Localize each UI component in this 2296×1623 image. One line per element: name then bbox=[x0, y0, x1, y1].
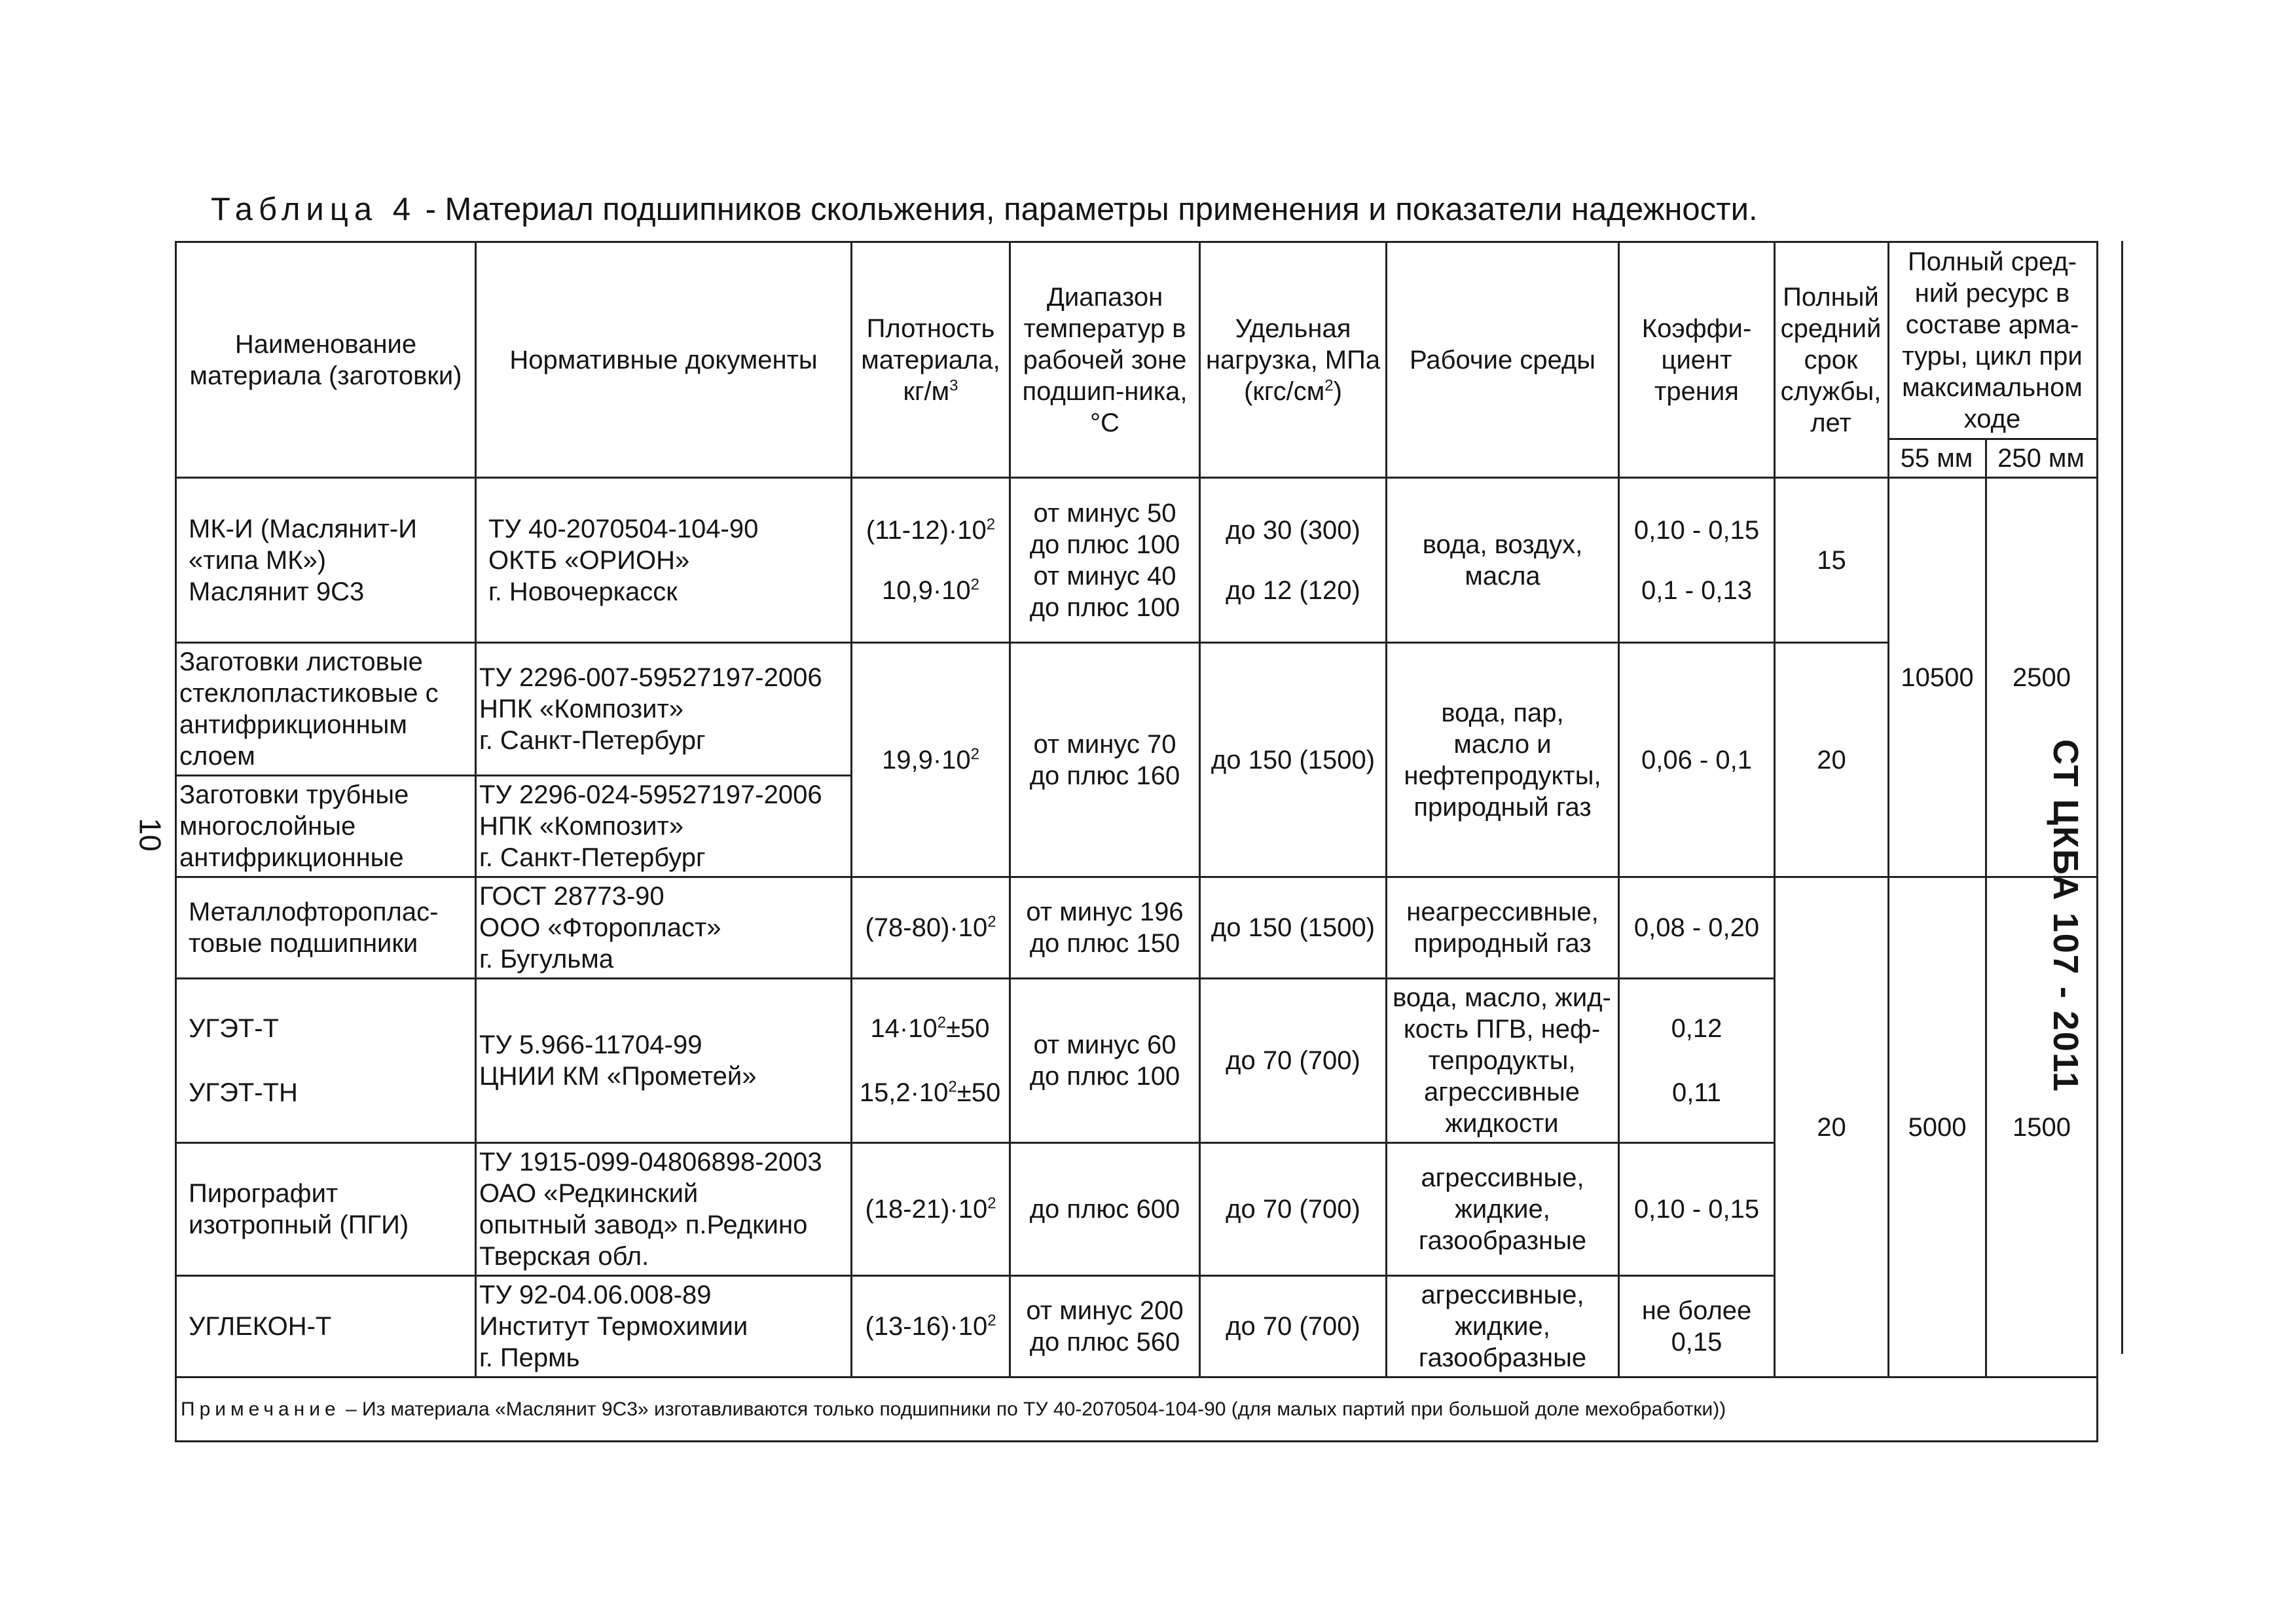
cell-docs-line: ОАО «Редкинский bbox=[479, 1179, 699, 1208]
table-row bbox=[176, 478, 2098, 643]
friction-value: 0,10 - 0,15 bbox=[1633, 515, 1760, 545]
temp-line: до плюс 100 bbox=[1029, 530, 1180, 559]
cell-density bbox=[852, 478, 1010, 643]
density-tol: ±50 bbox=[957, 1078, 1001, 1107]
density-exp: 2 bbox=[987, 1194, 996, 1213]
density-value: 15,2·10 bbox=[859, 1078, 949, 1107]
cell-name-line: Заготовки трубные bbox=[179, 780, 409, 809]
cell-docs bbox=[476, 776, 852, 877]
cell-docs-line: НПК «Композит» bbox=[479, 812, 684, 841]
media-line: природный газ bbox=[1413, 792, 1592, 822]
density-value: (13-16)·10 bbox=[865, 1312, 988, 1341]
load-value: до 12 (120) bbox=[1226, 575, 1360, 605]
cell-docs bbox=[476, 643, 852, 776]
temp-line: от минус 200 bbox=[1026, 1296, 1184, 1325]
cell-temp bbox=[1010, 877, 1200, 979]
cell-docs-line: г. Бугульма bbox=[479, 945, 613, 974]
cell-docs-line: НПК «Композит» bbox=[479, 695, 684, 723]
table-row bbox=[176, 643, 2098, 776]
temp-line: от минус 40 bbox=[1033, 561, 1176, 591]
density-value: (11-12)·10 bbox=[866, 515, 987, 545]
cell-temp bbox=[1010, 478, 1200, 643]
cell-docs bbox=[476, 1276, 852, 1377]
note-row bbox=[176, 1377, 2098, 1442]
table-row bbox=[176, 877, 2098, 979]
density-exp: 2 bbox=[948, 1078, 957, 1096]
density-tol: ±50 bbox=[946, 1014, 990, 1043]
media-line: жидкости bbox=[1445, 1109, 1559, 1138]
density-exp: 2 bbox=[970, 745, 980, 763]
header-friction: Коэффи-циент трения bbox=[1619, 242, 1775, 478]
cell-docs-line: ОКТБ «ОРИОН» bbox=[488, 545, 690, 575]
friction-line: 0,15 bbox=[1671, 1328, 1722, 1357]
temp-line: до плюс 100 bbox=[1029, 1062, 1180, 1091]
cell-media bbox=[1387, 979, 1619, 1143]
cell-media bbox=[1387, 877, 1619, 979]
cell-name: УГЛЕКОН-Т bbox=[176, 1276, 476, 1377]
density-value: (78-80)·10 bbox=[865, 913, 988, 942]
cell-res-55: 10500 bbox=[1889, 478, 1986, 877]
media-line: агрессивные bbox=[1423, 1078, 1580, 1106]
cell-load: до 150 (1500) bbox=[1200, 877, 1387, 979]
header-load bbox=[1200, 242, 1387, 478]
temp-line: до плюс 100 bbox=[1029, 593, 1180, 622]
cell-temp bbox=[1010, 643, 1200, 877]
cell-docs-line: ТУ 2296-007-59527197-2006 bbox=[479, 663, 822, 692]
cell-docs-line: ТУ 40-2070504-104-90 bbox=[488, 514, 759, 543]
header-docs: Нормативные документы bbox=[476, 242, 852, 478]
cell-docs bbox=[476, 478, 852, 643]
cell-load: до 150 (1500) bbox=[1200, 643, 1387, 877]
header-name: Наименование материала (заготовки) bbox=[176, 242, 476, 478]
media-line: агрессивные, bbox=[1421, 1281, 1584, 1309]
cell-density bbox=[852, 643, 1010, 877]
density-value: (18-21)·10 bbox=[865, 1195, 988, 1224]
cell-name-line: «типа МК») bbox=[189, 545, 327, 575]
density-exp: 2 bbox=[986, 515, 996, 534]
cell-docs-line: ТУ 2296-024-59527197-2006 bbox=[479, 780, 822, 809]
caption-text: - Материал подшипников скольжения, параметры применения и показатели надежности. bbox=[416, 192, 1758, 227]
media-line: природный газ bbox=[1413, 929, 1592, 958]
media-line: жидкие, bbox=[1455, 1312, 1550, 1341]
cell-friction: 0,10 - 0,15 bbox=[1619, 1143, 1775, 1276]
cell-media bbox=[1387, 478, 1619, 643]
cell-temp bbox=[1010, 979, 1200, 1143]
cell-docs bbox=[476, 877, 852, 979]
cell-docs-line: г. Санкт-Петербург bbox=[479, 843, 706, 872]
cell-media bbox=[1387, 643, 1619, 877]
friction-value: 0,1 - 0,13 bbox=[1641, 575, 1752, 605]
density-value: 14·10 bbox=[870, 1014, 938, 1043]
density-exp: 2 bbox=[987, 913, 996, 931]
cell-res-55: 5000 bbox=[1889, 877, 1986, 1377]
media-line: вода, воздух, bbox=[1422, 530, 1583, 559]
cell-density bbox=[852, 877, 1010, 979]
cell-temp bbox=[1010, 1276, 1200, 1377]
cell-load: до 70 (700) bbox=[1200, 979, 1387, 1143]
media-line: масло и bbox=[1453, 729, 1552, 759]
density-exp: 2 bbox=[937, 1013, 947, 1032]
header-density-sup: 3 bbox=[949, 376, 958, 395]
media-line: тепродукты, bbox=[1428, 1046, 1576, 1075]
cell-docs-line: ЦНИИ КМ «Прометей» bbox=[479, 1062, 757, 1091]
cell-load bbox=[1200, 478, 1387, 643]
density-exp: 2 bbox=[987, 1311, 996, 1330]
temp-line: от минус 70 bbox=[1033, 729, 1176, 759]
temp-line: от минус 50 bbox=[1033, 498, 1176, 528]
cell-name-line: изотропный (ПГИ) bbox=[189, 1211, 409, 1239]
cell-docs-line: г. Новочеркасск bbox=[488, 577, 678, 606]
cell-docs-line: Тверская обл. bbox=[479, 1242, 649, 1271]
cell-life: 15 bbox=[1775, 478, 1889, 643]
media-line: нефтепродукты, bbox=[1404, 761, 1601, 790]
header-res-250: 250 мм bbox=[1986, 439, 2098, 478]
cell-density bbox=[852, 1143, 1010, 1276]
temp-line: до плюс 150 bbox=[1029, 929, 1180, 958]
note-label: Примечание bbox=[181, 1398, 340, 1420]
cell-name-line: УГЭТ-ТН bbox=[189, 1078, 298, 1107]
cell-media bbox=[1387, 1276, 1619, 1377]
cell-name bbox=[176, 1143, 476, 1276]
note-cell bbox=[176, 1377, 2098, 1442]
cell-name bbox=[176, 478, 476, 643]
document-code: СТ ЦКБА 107 - 2011 bbox=[2046, 739, 2085, 1093]
cell-docs-line: ООО «Фторопласт» bbox=[479, 913, 721, 942]
media-line: агрессивные, bbox=[1421, 1163, 1584, 1192]
cell-docs-line: г. Пермь bbox=[479, 1343, 580, 1372]
cell-docs-line: опытный завод» п.Редкино bbox=[479, 1211, 808, 1239]
cell-load: до 70 (700) bbox=[1200, 1143, 1387, 1276]
cell-friction: 0,06 - 0,1 bbox=[1619, 643, 1775, 877]
header-load-close: ) bbox=[1333, 376, 1342, 406]
cell-load: до 70 (700) bbox=[1200, 1276, 1387, 1377]
density-value: 19,9·10 bbox=[881, 745, 971, 775]
density-exp: 2 bbox=[970, 575, 980, 594]
note-text: – Из материала «Маслянит 9С3» изготавливаются только подшипники по ТУ 40-2070504-104-90 (для малых партий при большой доле мехобработки)) bbox=[340, 1398, 1726, 1420]
cell-docs-line: ТУ 92-04.06.008-89 bbox=[479, 1281, 712, 1309]
header-density bbox=[852, 242, 1010, 478]
cell-friction bbox=[1619, 979, 1775, 1143]
cell-name-line: стеклопластиковые с bbox=[179, 679, 439, 708]
header-density-text: Плотность материала, кг/м bbox=[861, 314, 1000, 406]
header-media: Рабочие среды bbox=[1387, 242, 1619, 478]
cell-temp: до плюс 600 bbox=[1010, 1143, 1200, 1276]
media-line: кость ПГВ, неф- bbox=[1403, 1015, 1601, 1044]
page-number: 10 bbox=[133, 818, 168, 852]
header-res-55: 55 мм bbox=[1889, 439, 1986, 478]
density-value: 10,9·10 bbox=[881, 575, 971, 605]
temp-line: до плюс 160 bbox=[1029, 761, 1180, 790]
temp-line: от минус 196 bbox=[1026, 898, 1184, 926]
cell-name bbox=[176, 643, 476, 776]
cell-name-line: Маслянит 9С3 bbox=[189, 577, 365, 606]
cell-docs-line: г. Санкт-Петербург bbox=[479, 726, 706, 755]
cell-docs-line: ТУ 1915-099-04806898-2003 bbox=[479, 1148, 822, 1176]
caption-label: Таблица 4 bbox=[211, 192, 416, 227]
cell-docs bbox=[476, 1143, 852, 1276]
media-line: вода, пар, bbox=[1441, 698, 1564, 727]
media-line: масла bbox=[1465, 561, 1540, 591]
cell-name-line: антифрикционным bbox=[179, 710, 407, 739]
friction-value: 0,12 bbox=[1671, 1014, 1722, 1043]
materials-table bbox=[175, 241, 2098, 1442]
margin-rule bbox=[2121, 241, 2123, 1354]
cell-friction: 0,08 - 0,20 bbox=[1619, 877, 1775, 979]
temp-line: до плюс 560 bbox=[1029, 1328, 1180, 1357]
cell-docs-line: ТУ 5.966-11704-99 bbox=[479, 1030, 702, 1059]
cell-name-line: антифрикционные bbox=[179, 843, 404, 872]
cell-res-250: 1500 bbox=[1986, 877, 2098, 1377]
cell-life: 20 bbox=[1775, 643, 1889, 877]
cell-name-line: Пирографит bbox=[189, 1179, 338, 1208]
cell-life: 20 bbox=[1775, 877, 1889, 1377]
cell-density bbox=[852, 1276, 1010, 1377]
table-caption bbox=[211, 194, 1758, 226]
cell-docs-line: Институт Термохимии bbox=[479, 1312, 748, 1341]
friction-line: не более bbox=[1641, 1296, 1752, 1325]
header-resource: Полный сред-ний ресурс в составе арма-туры, цикл при максимальном ходе bbox=[1889, 242, 2098, 439]
cell-media bbox=[1387, 1143, 1619, 1276]
cell-density bbox=[852, 979, 1010, 1143]
cell-name bbox=[176, 776, 476, 877]
media-line: газообразные bbox=[1418, 1343, 1587, 1372]
cell-res-250: 2500 bbox=[1986, 478, 2098, 877]
header-row bbox=[176, 242, 2098, 439]
header-life: Полный средний срок службы, лет bbox=[1775, 242, 1889, 478]
cell-name-line: товые подшипники bbox=[189, 929, 418, 958]
media-line: жидкие, bbox=[1455, 1195, 1550, 1224]
cell-name-line: УГЭТ-Т bbox=[189, 1014, 280, 1043]
friction-value: 0,11 bbox=[1672, 1078, 1721, 1107]
cell-name-line: Металлофтороплас- bbox=[189, 898, 439, 926]
cell-name-line: Заготовки листовые bbox=[179, 647, 423, 676]
cell-name bbox=[176, 979, 476, 1143]
header-temp: Диапазон температур в рабочей зоне подшип-ника, °С bbox=[1010, 242, 1200, 478]
header-load-sup: 2 bbox=[1324, 376, 1334, 395]
cell-name bbox=[176, 877, 476, 979]
cell-docs-line: ГОСТ 28773-90 bbox=[479, 882, 665, 911]
header-load-text: Удельная нагрузка, МПа (кгс/см bbox=[1205, 314, 1381, 406]
media-line: газообразные bbox=[1418, 1226, 1587, 1255]
cell-name-line: МК-И (Маслянит-И bbox=[189, 514, 417, 543]
load-value: до 30 (300) bbox=[1226, 515, 1360, 545]
cell-name-line: слоем bbox=[179, 742, 255, 771]
cell-friction bbox=[1619, 478, 1775, 643]
media-line: вода, масло, жид- bbox=[1393, 983, 1611, 1012]
cell-friction bbox=[1619, 1276, 1775, 1377]
temp-line: от минус 60 bbox=[1033, 1030, 1176, 1059]
cell-name-line: многослойные bbox=[179, 812, 356, 841]
media-line: неагрессивные, bbox=[1406, 898, 1599, 926]
cell-docs bbox=[476, 979, 852, 1143]
